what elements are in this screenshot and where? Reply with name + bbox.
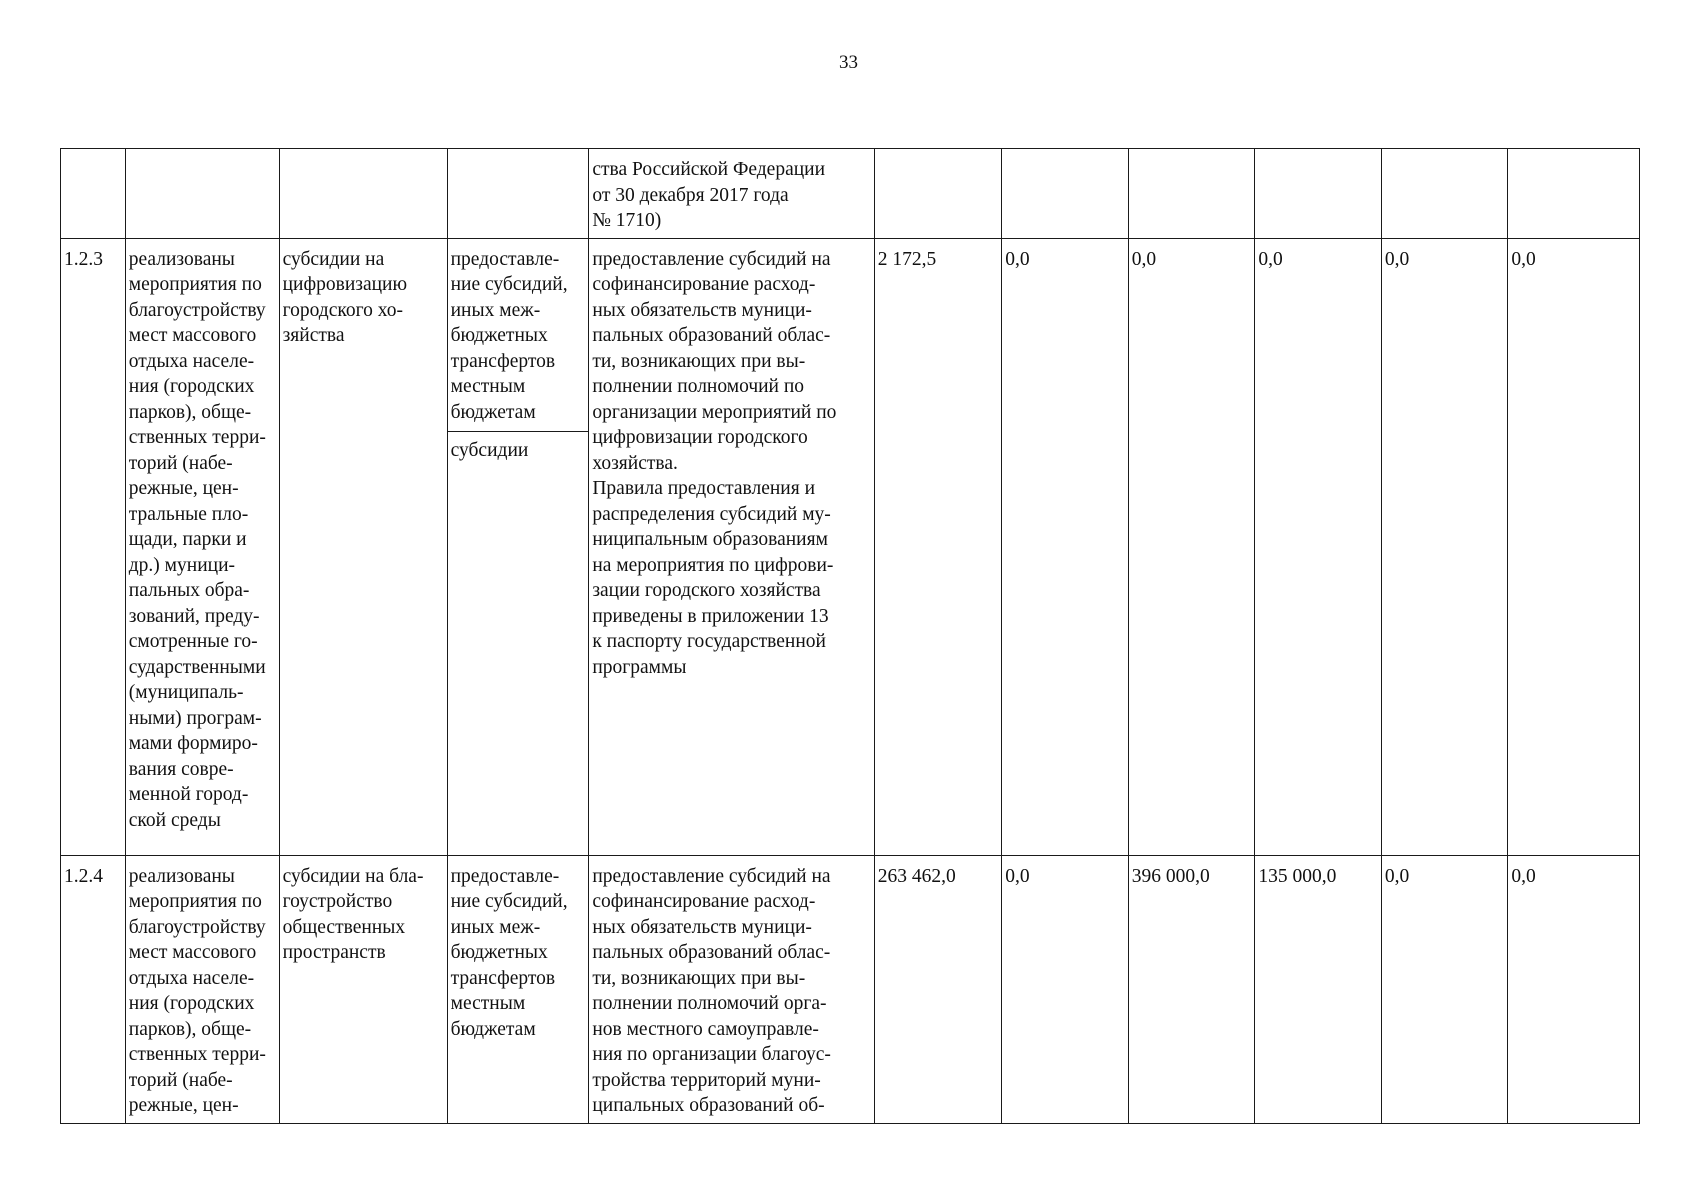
page-number: 33 [839, 52, 858, 73]
cell-value [1381, 149, 1508, 239]
cell-value: 0,0 [1128, 238, 1255, 855]
cell-name: субсидии на бла- гоустройство общественных пространств [279, 855, 447, 1123]
cell-value [1002, 149, 1129, 239]
cell-num: 1.2.3 [61, 238, 126, 855]
cell-description: ства Российской Федерации от 30 декабря 2017 года № 1710) [589, 149, 874, 239]
cell-value: 396 000,0 [1128, 855, 1255, 1123]
cell-value: 0,0 [1508, 238, 1640, 855]
cell-value: 0,0 [1255, 238, 1382, 855]
cell-value: 2 172,5 [874, 238, 1002, 855]
cell-value: 0,0 [1002, 855, 1129, 1123]
cell-description: предоставление субсидий на софинансирование расход- ных обязательств муници- пальных образований облас- ти, возникающих при вы- полнении полномочий орга- нов местного самоуправле- ния по организации благоус- тройства территорий муни- ципальных образований об- [589, 855, 874, 1123]
cell-value [1508, 149, 1640, 239]
cell-type-extra: субсидии [450, 440, 529, 461]
cell-type [447, 149, 589, 239]
cell-value: 0,0 [1381, 238, 1508, 855]
table-row [61, 238, 1640, 855]
cell-value: 0,0 [1381, 855, 1508, 1123]
cell-num [61, 149, 126, 239]
cell-num: 1.2.4 [61, 855, 126, 1123]
table-row [61, 855, 1640, 1123]
cell-value: 0,0 [1002, 238, 1129, 855]
cell-type: предоставле- ние субсидий, иных меж- бюджетных трансфертов местным бюджетам [447, 855, 589, 1123]
cell-value: 263 462,0 [874, 855, 1002, 1123]
cell-value [1128, 149, 1255, 239]
table-row [61, 149, 1640, 239]
cell-value: 0,0 [1508, 855, 1640, 1123]
cell-result: реализованы мероприятия по благоустройству мест массового отдыха населе- ния (городских парков), обще- ственных терри- торий (набе- режные, цен- тральные пло- щади, парки и др.) муници- пальных обра- зований, преду- смотренные го- сударственными (муниципаль- ными) програм- мами формиро- вания совре- менной город- ской среды [125, 238, 279, 855]
cell-name: субсидии на цифровизацию городского хо- зяйства [279, 238, 447, 855]
cell-value: 135 000,0 [1255, 855, 1382, 1123]
cell-type [447, 238, 589, 855]
cell-result: реализованы мероприятия по благоустройству мест массового отдыха населе- ния (городских парков), обще- ственных терри- торий (набе- режные, цен- [125, 855, 279, 1123]
cell-result [125, 149, 279, 239]
cell-description: предоставление субсидий на софинансирование расход- ных обязательств муници- пальных образований облас- ти, возникающих при вы- полнении полномочий по организации мероприятий по цифровизации городского хозяйства. Правила предоставления и распределения субсидий му- ниципальным образованиям на мероприятия по цифрови- зации городского хозяйства приведены в приложении 13 к паспорту государственной программы [589, 238, 874, 855]
cell-type-main: предоставле- ние субсидий, иных меж- бюджетных трансфертов местным бюджетам [448, 247, 589, 433]
cell-name [279, 149, 447, 239]
cell-value [1255, 149, 1382, 239]
program-table [60, 148, 1640, 1124]
cell-value [874, 149, 1002, 239]
